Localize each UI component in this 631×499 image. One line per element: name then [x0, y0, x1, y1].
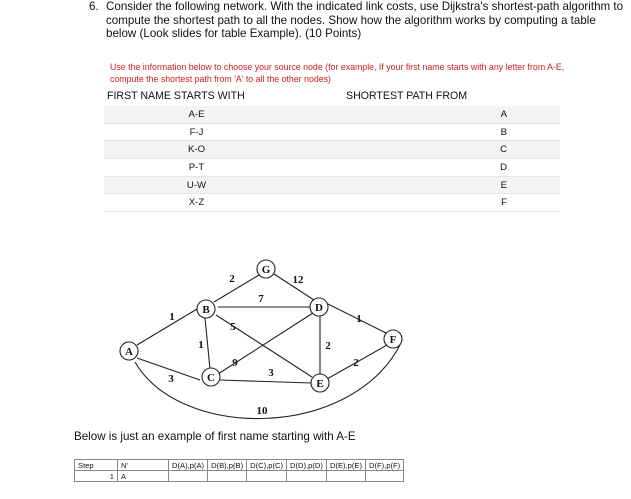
- cell-f: [366, 471, 404, 482]
- range-cell: X-Z: [104, 194, 289, 212]
- cell-b: [208, 471, 247, 482]
- edge-a-b: [137, 309, 197, 345]
- step-cell: 1: [75, 471, 118, 482]
- col-b: D(B),p(B): [208, 460, 247, 471]
- range-cell: P-T: [104, 159, 289, 177]
- cost-d-f: 1: [356, 313, 362, 325]
- source-cell: E: [289, 176, 560, 194]
- nprime-cell: A: [118, 471, 169, 482]
- source-cell: D: [289, 159, 560, 177]
- cell-d: [287, 471, 327, 482]
- cost-a-f: 10: [256, 405, 268, 417]
- node-label-f: F: [389, 334, 397, 346]
- cost-b-e: 5: [230, 321, 236, 333]
- cost-c-d: 9: [232, 357, 238, 369]
- cell-e: [326, 471, 365, 482]
- col-e: D(E),p(E): [326, 460, 365, 471]
- col-d: D(D),p(D): [287, 460, 327, 471]
- header-first-name: FIRST NAME STARTS WITH: [107, 90, 245, 102]
- node-label-e: E: [316, 378, 324, 390]
- node-label-c: C: [207, 372, 215, 384]
- cell-c: [247, 471, 287, 482]
- node-label-d: D: [315, 302, 323, 314]
- range-cell: F-J: [104, 123, 289, 141]
- source-cell: F: [289, 194, 560, 212]
- cost-b-g: 2: [229, 273, 235, 285]
- header-shortest-path: SHORTEST PATH FROM: [346, 90, 468, 102]
- edge-b-c: [205, 318, 210, 369]
- col-step: Step: [75, 460, 118, 471]
- example-table: [74, 459, 404, 482]
- col-f: D(F),p(F): [366, 460, 404, 471]
- edge-b-g: [214, 275, 259, 302]
- table-header-row: [75, 460, 404, 471]
- question-number: 6.: [89, 0, 99, 13]
- range-cell: K-O: [104, 141, 289, 159]
- cost-e-f: 2: [353, 357, 359, 369]
- col-nprime: N': [118, 460, 169, 471]
- source-cell: B: [289, 123, 560, 141]
- cost-b-c: 1: [198, 339, 204, 351]
- cost-a-c: 3: [168, 373, 174, 385]
- cell-a: [169, 471, 208, 482]
- cost-c-e: 3: [268, 367, 274, 379]
- node-label-a: A: [125, 346, 133, 358]
- range-cell: A-E: [104, 106, 289, 123]
- cost-a-b: 1: [169, 311, 175, 323]
- cost-g-d: 12: [292, 274, 304, 286]
- cost-b-d: 7: [258, 293, 264, 305]
- source-cell: C: [289, 141, 560, 159]
- table-row: [75, 471, 404, 482]
- range-cell: U-W: [104, 176, 289, 194]
- node-label-b: B: [202, 304, 210, 316]
- edge-c-e: [220, 380, 311, 383]
- example-caption: Below is just an example of first name starting with A-E: [74, 430, 356, 443]
- node-label-g: G: [261, 264, 271, 276]
- source-cell: A: [289, 106, 560, 123]
- col-a: D(A),p(A): [169, 460, 208, 471]
- cost-d-e: 2: [325, 340, 331, 352]
- instruction-text: Use the information below to choose your source node (for example, If your first name starts with any letter from A-E, compute the shortest path from 'A' to all the other nodes): [110, 62, 565, 84]
- col-c: D(C),p(C): [247, 460, 287, 471]
- question-text: Consider the following network. With the indicated link costs, use Dijkstra's shortest-path algorithm to compute the shortest path to all the nodes. Show how the algorithm works by computing a table below (Look slides for table Example). (10 Points): [106, 0, 624, 40]
